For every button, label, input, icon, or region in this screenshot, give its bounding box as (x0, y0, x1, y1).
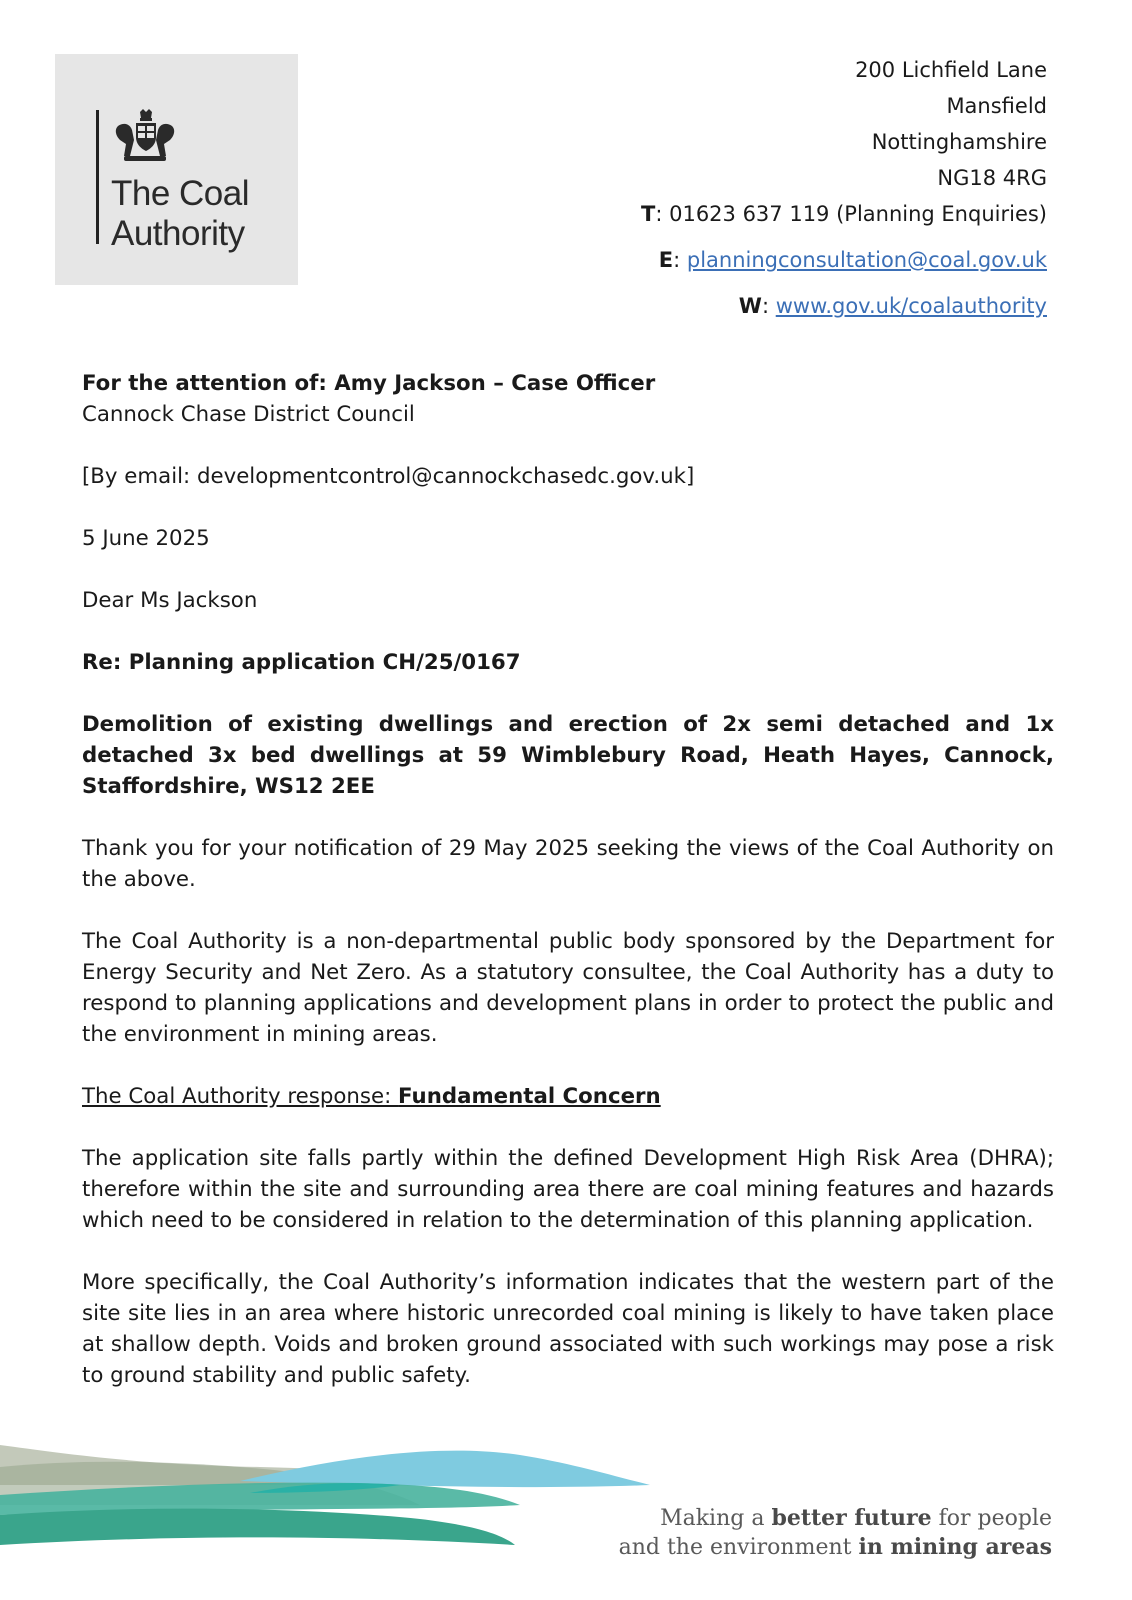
tagline-part-4: and the environment (618, 1535, 859, 1560)
address-line-1: 200 Lichfield Lane (855, 58, 1047, 82)
phone-label: T (641, 202, 656, 226)
tagline-part-1: Making a (660, 1506, 772, 1531)
email-link[interactable]: planningconsultation@coal.gov.uk (686, 248, 1047, 272)
attention-line: For the attention of: Amy Jackson – Case Officer (82, 371, 656, 396)
footer-tagline (532, 1504, 1052, 1562)
logo-line-1: The Coal (111, 174, 250, 213)
paragraph-notification: Thank you for your notification of 29 May 2025 seeking the views of the Coal Authority on the above. (82, 836, 1054, 892)
address-postcode: NG18 4RG (937, 166, 1047, 190)
coal-authority-logo (55, 54, 298, 285)
salutation: Dear Ms Jackson (82, 588, 258, 613)
application-subject: Demolition of existing dwellings and erection of 2x semi detached and 1x detached 3x bed dwellings at 59 Wimblebury Road, Heath Hayes, Cannock, Staffordshire, WS12 2EE (82, 712, 1054, 799)
letter-date: 5 June 2025 (82, 526, 210, 551)
paragraph-dhra: The application site falls partly within the defined Development High Risk Area (DHRA); therefore within the site and surrounding area there are coal mining features and hazards which need to be considered in relation to the determination of this planning application. (82, 1146, 1054, 1233)
address-line-3: Nottinghamshire (871, 130, 1047, 154)
web-line: W: www.gov.uk/coalauthority (738, 294, 1047, 318)
web-label: W (738, 294, 762, 318)
phone-line (527, 196, 1047, 232)
web-link[interactable]: www.gov.uk/coalauthority (775, 294, 1047, 318)
council-name: Cannock Chase District Council (82, 402, 415, 427)
address-line-2: Mansfield (946, 94, 1047, 118)
logo-line-2: Authority (111, 214, 245, 253)
response-value: Fundamental Concern (398, 1084, 661, 1109)
re-line: Re: Planning application CH/25/0167 (82, 650, 521, 675)
tagline-part-2: better future (771, 1505, 932, 1531)
by-email-line: [By email: developmentcontrol@cannockchasedc.gov.uk] (82, 464, 695, 489)
paragraph-about: The Coal Authority is a non-departmental public body sponsored by the Department for Energy Security and Net Zero. As a statutory consultee, the Coal Authority has a duty to respond to planning applications and development plans in order to protect the public and the environment in mining areas. (82, 929, 1054, 1047)
phone-number: : 01623 637 119 (Planning Enquiries) (655, 202, 1047, 226)
logo-wordmark (111, 174, 291, 254)
tagline-part-5: in mining areas (858, 1534, 1052, 1560)
sender-address (527, 52, 1047, 324)
paragraph-specific: More specifically, the Coal Authority’s information indicates that the western part of the site site lies in an area where historic unrecorded coal mining is likely to have taken place at shallow depth. Voids and broken ground associated with such workings may pose a risk to ground stability and public safety. (82, 1270, 1054, 1388)
email-line: E: planningconsultation@coal.gov.uk (658, 248, 1047, 272)
logo-divider (96, 110, 99, 244)
letter-body (82, 368, 1054, 1422)
tagline-part-3: for people (931, 1506, 1052, 1531)
email-label: E (658, 248, 674, 272)
response-label: The Coal Authority response: (82, 1084, 399, 1109)
royal-crest-icon (110, 108, 180, 168)
response-heading (82, 1081, 1054, 1112)
